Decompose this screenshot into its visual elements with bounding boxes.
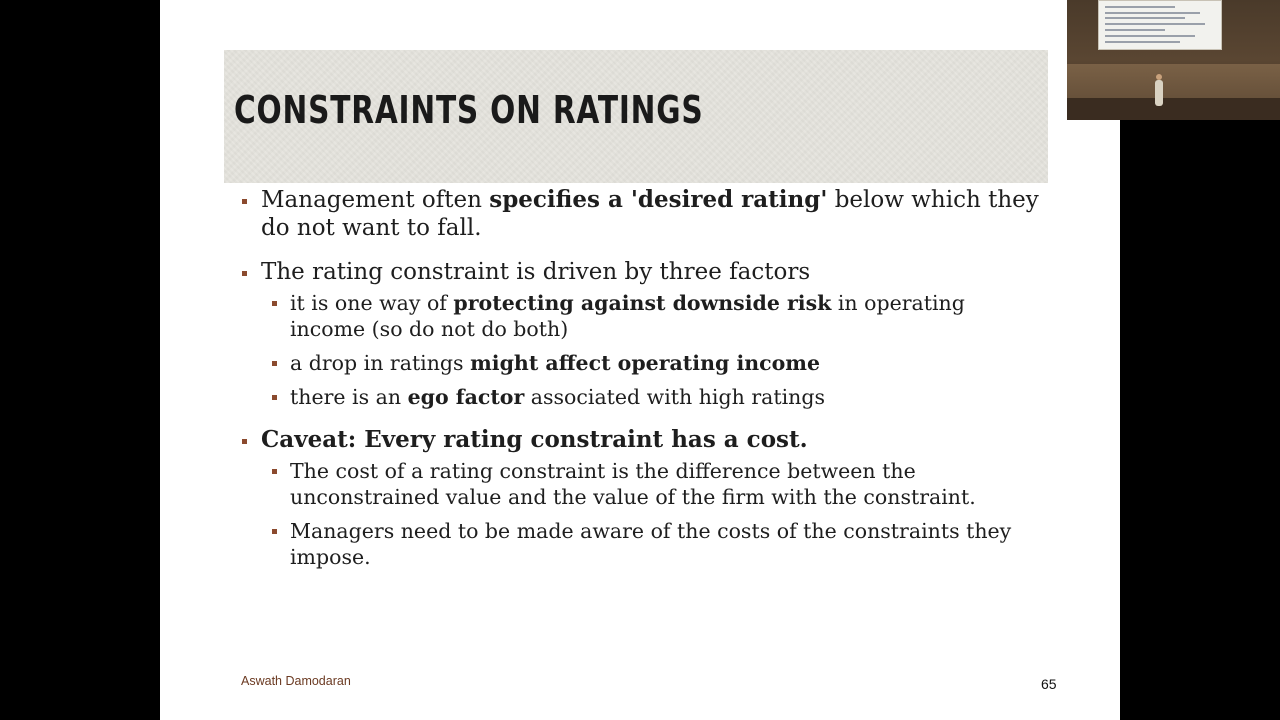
sub-bullet-operating-income [240,350,1040,376]
title-band [224,50,1048,183]
bullet-caveat [240,426,1040,454]
bullet-emphasis: protecting against downside risk [453,291,832,315]
bullet-text: below which they do not want to fall. [261,187,1039,241]
projector-screen [1098,0,1222,50]
bullet-text: The rating constraint is driven by three factors [261,259,811,285]
sub-bullet-cost-definition [240,458,1040,510]
bullet-text: associated with high ratings [524,385,825,409]
bullet-emphasis: specifies a 'desired rating' [489,186,828,213]
sub-bullet-downside-risk [240,290,1040,342]
slide-content [240,186,1040,570]
footer-author: Aswath Damodaran [241,674,351,688]
bullet-desired-rating [240,186,1040,242]
bullet-emphasis: ego factor [407,385,525,409]
page-number: 65 [1041,676,1057,692]
bullet-text: it is one way of [290,291,454,315]
slide [160,0,1120,720]
presenter-figure [1155,80,1163,106]
bullet-emphasis: might affect operating income [470,351,821,375]
bullet-text: The cost of a rating constraint is the difference between the unconstrained value and the value of the firm with the constraint. [290,459,976,509]
bullet-three-factors [240,258,1040,286]
bullet-text: Management often [261,187,490,213]
sub-bullet-managers-aware [240,518,1040,570]
presenter-video-thumbnail [1067,0,1280,120]
audience-area [1067,98,1280,120]
bullet-text: Managers need to be made aware of the costs of the constraints they impose. [290,519,1012,569]
slide-title: CONSTRAINTS ON RATINGS [234,88,704,132]
bullet-text: there is an [290,385,408,409]
bullet-emphasis: Caveat: Every rating constraint has a cost. [261,426,808,453]
bullet-text: in operating income (so do not do both) [290,291,965,341]
sub-bullet-ego-factor [240,384,1040,410]
bullet-text: a drop in ratings [290,351,471,375]
